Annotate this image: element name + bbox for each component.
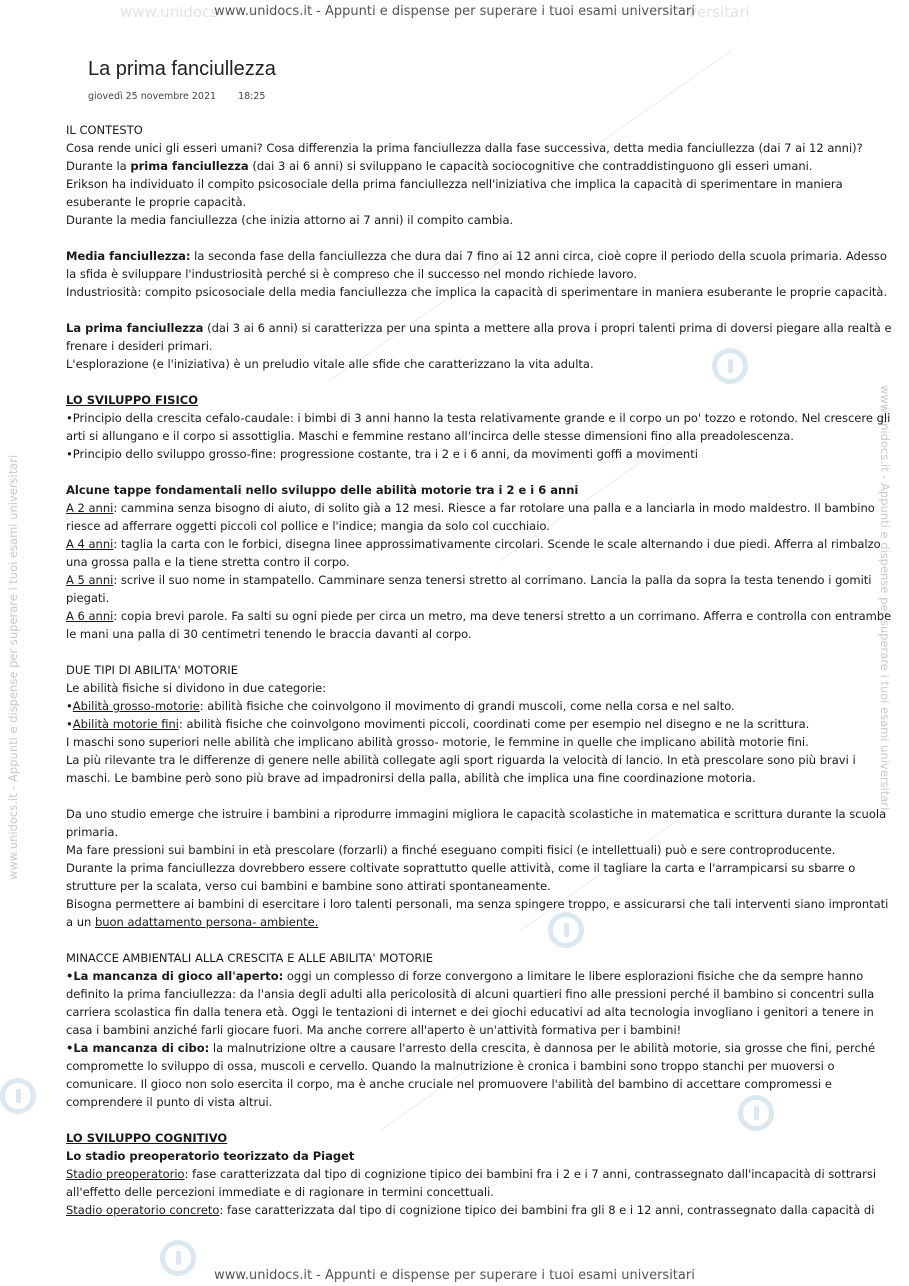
page-title: La prima fanciullezza (88, 58, 276, 80)
key-term: Media fanciullezza: (66, 249, 191, 263)
heading-text: Lo stadio preoperatorio teorizzato da Piaget (66, 1149, 355, 1163)
watermark-logo-icon (160, 1240, 196, 1276)
section-heading: IL CONTESTO (66, 123, 143, 137)
list-item (66, 715, 894, 733)
key-term: Stadio preoperatorio (66, 1167, 185, 1181)
list-item (66, 697, 894, 715)
key-term: Industriosità: (66, 285, 142, 299)
text: Durante la (66, 159, 131, 173)
age-label: A 6 anni (66, 609, 114, 623)
text: : abilità fisiche che coinvolgono movimenti piccoli, coordinati come per esempio nel disegno e ne la scrittura. (178, 717, 810, 731)
watermark-ghost-right: versitari (688, 3, 750, 21)
paragraph: I maschi sono superiori nelle abilità che implicano abilità grosso- motorie, le femmine in quelle che implicano abilità motorie fini. (66, 735, 809, 749)
heading-text: Alcune tappe fondamentali nello sviluppo delle abilità motorie tra i 2 e i 6 anni (66, 483, 579, 497)
key-term: •La mancanza di cibo: (66, 1041, 210, 1055)
age-label: A 5 anni (66, 573, 114, 587)
page-time: 18:25 (238, 91, 266, 102)
key-term: La prima fanciullezza (66, 321, 204, 335)
section-heading (66, 391, 894, 409)
paragraph (66, 319, 894, 355)
text: : scrive il suo nome in stampatello. Camminare senza tenersi stretto al corrimano. Lancia la palla da sopra la testa tenendo i gomiti piegati. (66, 573, 872, 605)
key-term: prima fanciullezza (130, 159, 249, 173)
section-heading: DUE TIPI DI ABILITA' MOTORIE (66, 663, 238, 677)
paragraph: Le abilità fisiche si dividono in due categorie: (66, 681, 327, 695)
section-heading: MINACCE AMBIENTALI ALLA CRESCITA E ALLE ABILITA' MOTORIE (66, 951, 434, 965)
text: la seconda fase della fanciullezza che dura dai 7 fino ai 12 anni circa, cioè copre il periodo della scuola primaria. Adesso la sfida è sviluppare l'industriosità perché si è compreso che il successo nel mondo richiede lavoro. (66, 249, 887, 281)
paragraph: Durante la prima fanciullezza dovrebbero essere coltivate soprattutto quelle attività, come il tagliare la carta e l'arrampicarsi su sbarre o strutture per la scalata, verso cui bambini e bambine sono attirati spontaneamente. (66, 861, 856, 893)
bullet: • (66, 717, 73, 731)
text: : taglia la carta con le forbici, disegna linee approssimativamente circolari. Scende le scale alternando i due piedi. Afferra al rimbalzo una grossa palla e la tiene stretta contro il corpo. (66, 537, 881, 569)
text: Bisogna permettere ai bambini di esercitare i loro talenti personali, ma senza spingere troppo, e assicurarsi che tali interventi siano improntati a un (66, 897, 889, 929)
section-heading (66, 1129, 894, 1147)
paragraph: Erikson ha individuato il compito psicosociale della prima fanciullezza nell'iniziativa che implica la capacità di sperimentare in maniera esuberante le proprie capacità. (66, 177, 843, 209)
watermark-side-left: www.unidocs.it - Appunti e dispense per superare i tuoi esami universitari (6, 454, 20, 880)
watermark-footer: www.unidocs.it - Appunti e dispense per superare i tuoi esami universitari (214, 1268, 695, 1283)
text: : fase caratterizzata dal tipo di cognizione tipico dei bambini fra i 2 e i 7 anni, contrassegnato dall'incapacità di sottrarsi all'effetto delle percezioni immediate e di ragionare in termini concettuali. (66, 1167, 877, 1199)
age-label: A 2 anni (66, 501, 114, 515)
note-body (66, 121, 894, 1219)
list-item: •Principio dello sviluppo grosso-fine: progressione costante, tra i 2 e i 6 anni, da movimenti goffi a movimenti (66, 447, 698, 461)
text: compito psicosociale della media fanciullezza che implica la capacità di sperimentare in maniera esuberante le proprie capacità. (141, 285, 888, 299)
text: (dai 3 ai 6 anni) si sviluppano le capacità sociocognitive che contraddistinguono gli esseri umani. (248, 159, 813, 173)
watermark-header: www.unidocs.it - Appunti e dispense per superare i tuoi esami universitari (214, 4, 695, 19)
paragraph (66, 895, 894, 931)
subheading (66, 481, 894, 499)
key-term: Stadio operatorio concreto (66, 1203, 220, 1217)
paragraph (66, 247, 894, 283)
milestone (66, 607, 894, 643)
definition (66, 1201, 894, 1219)
milestone (66, 499, 894, 535)
subheading (66, 1147, 894, 1165)
paragraph: Da uno studio emerge che istruire i bambini a riprodurre immagini migliora le capacità scolastiche in matematica e scrittura durante la scuola primaria. (66, 807, 887, 839)
heading-text: LO SVILUPPO FISICO (66, 393, 198, 407)
text: : cammina senza bisogno di aiuto, di solito già a 12 mesi. Riesce a far rotolare una palla e a lanciarla in modo maldestro. Il bambino riesce ad afferrare oggetti piccoli col pollice e l'indice; mangia da solo col cucchiaio. (66, 501, 875, 533)
text: (dai 3 ai 6 anni) si caratterizza per una spinta a mettere alla prova i propri talenti prima di doversi piegare alla realtà e frenare i desideri primari. (66, 321, 892, 353)
heading-text: LO SVILUPPO COGNITIVO (66, 1131, 228, 1145)
key-term: Abilità grosso-motorie (72, 699, 200, 713)
paragraph: L'esplorazione (e l'iniziativa) è un preludio vitale alle sfide che caratterizzano la vita adulta. (66, 357, 594, 371)
text: la malnutrizione oltre a causare l'arresto della crescita, è dannosa per le abilità motorie, sia grosse che fini, perché compromette lo sviluppo di ossa, muscoli e cervello. Quando la malnutrizione è cronica i bambini sono troppo stanchi per muoversi o comunicare. Il gioco non solo esercita il corpo, ma è anche cruciale nel promuovere l'abilità del bambino di accettare compromessi e comprendere il punto di vista altrui. (66, 1041, 876, 1109)
text: : abilità fisiche che coinvolgono il movimento di grandi muscoli, come nella corsa e nel salto. (199, 699, 735, 713)
watermark-ghost-left: www.unidocs (120, 3, 219, 21)
list-item: •Principio della crescita cefalo-caudale: i bimbi di 3 anni hanno la testa relativamente grande e il corpo un po' tozzo e rotondo. Nel crescere gli arti si allungano e il corpo si assottiglia. Maschi e femmine restano all'incirca delle stesse dimensioni fino alla preadolescenza. (66, 411, 891, 443)
list-item (66, 1039, 894, 1111)
key-term: buon adattamento persona- ambiente. (94, 915, 319, 929)
text: : fase caratterizzata dal tipo di cognizione tipico dei bambini fra gli 8 e i 12 anni, contrassegnato dalla capacità di (219, 1203, 875, 1217)
milestone (66, 571, 894, 607)
milestone (66, 535, 894, 571)
paragraph (66, 157, 894, 175)
definition (66, 1165, 894, 1201)
list-item (66, 967, 894, 1039)
paragraph: La più rilevante tra le differenze di genere nelle abilità collegate agli sport riguarda la velocità di lancio. In età prescolare sono più bravi i maschi. Le bambine però sono più brave ad impadronirsi della palla, abilità che implica una fine coordinazione motoria. (66, 753, 856, 785)
bullet: • (66, 699, 73, 713)
key-term: Abilità motorie fini (72, 717, 179, 731)
page-meta (88, 91, 265, 102)
paragraph: Durante la media fanciullezza (che inizia attorno ai 7 anni) il compito cambia. (66, 213, 514, 227)
paragraph (66, 283, 894, 301)
text: oggi un complesso di forze convergono a limitare le libere esplorazioni fisiche che da sempre hanno definito la prima fanciullezza: da l'ansia degli adulti alla pericolosità di alcuni quartieri fino alle pressioni perché il bambino si concentri sulla carriera scolastica fin dalla tenera età. Oggi le tentazioni di internet e dei giochi educativi ad alta tecnologia invogliano i genitori a tenere in casa i bambini anziché farli giocare fuori. Ma anche correre all'aperto è un'attività formativa per i bambini! (66, 969, 875, 1037)
age-label: A 4 anni (66, 537, 114, 551)
paragraph: Ma fare pressioni sui bambini in età prescolare (forzarli) a finché eseguano compiti fisici (e intellettuali) può e sere controproducente. (66, 843, 836, 857)
watermark-side-right: www.unidocs.it - Appunti e dispense per superare i tuoi esami universitari (878, 385, 892, 811)
paragraph: Cosa rende unici gli esseri umani? Cosa differenzia la prima fanciullezza dalla fase successiva, detta media fanciullezza (dai 7 ai 12 anni)? (66, 141, 863, 155)
page-date: giovedì 25 novembre 2021 (88, 91, 217, 102)
text: : copia brevi parole. Fa salti su ogni piede per circa un metro, ma deve tenersi stretto a un corrimano. Afferra e controlla con entrambe le mani una palla di 30 centimetri tenendo le braccia davanti al corpo. (66, 609, 892, 641)
watermark-logo-icon (0, 1078, 36, 1114)
key-term: •La mancanza di gioco all'aperto: (66, 969, 284, 983)
